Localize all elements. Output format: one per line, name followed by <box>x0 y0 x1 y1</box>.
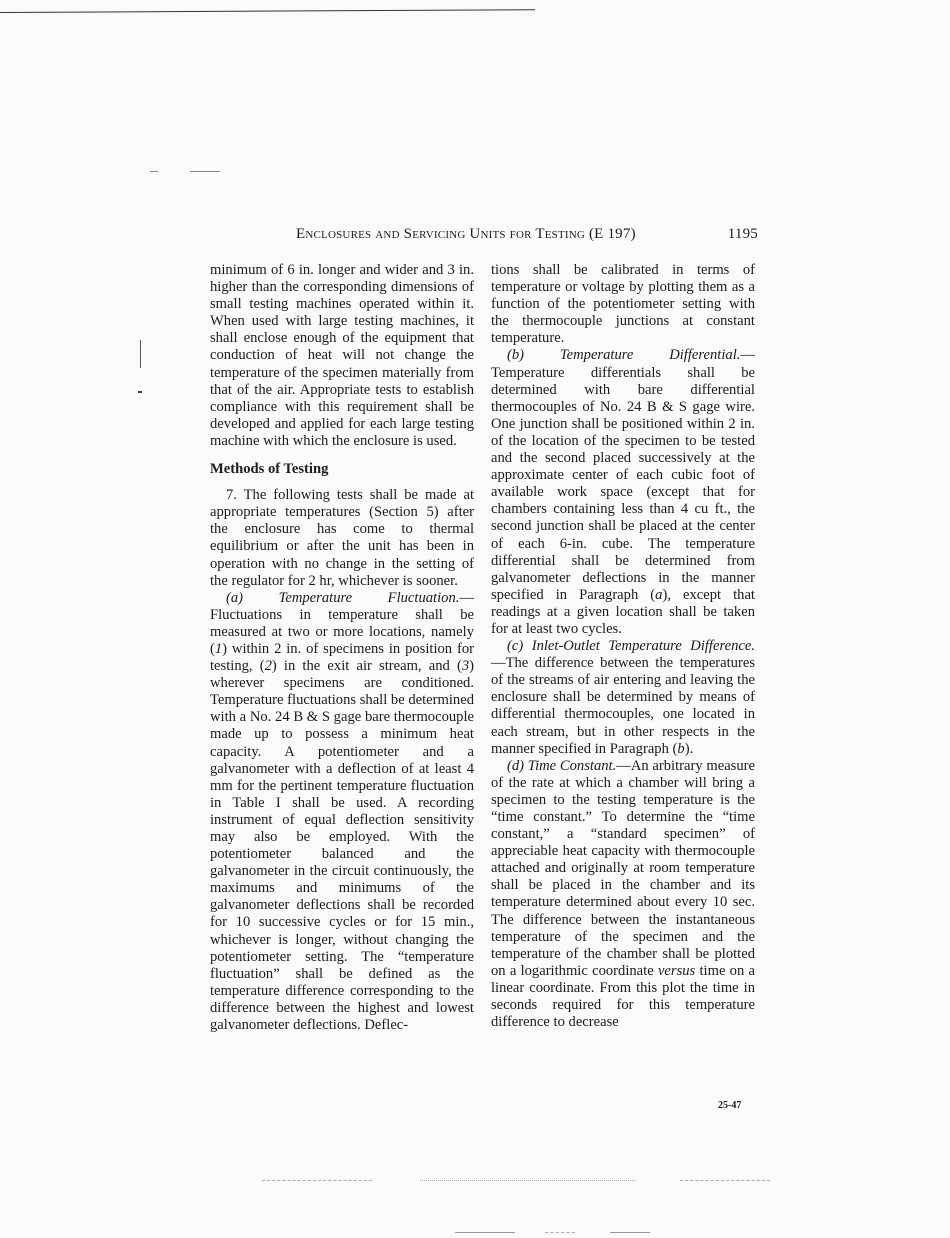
scan-dash <box>680 1180 770 1181</box>
item-title: Temperature Fluctuation. <box>278 589 460 606</box>
paragraph <box>491 347 755 638</box>
footer-code: 25-47 <box>718 1100 742 1111</box>
paragraph-text: time on a linear coordinate. From this plot the time in seconds required for this temperature difference to decrease <box>491 962 755 1031</box>
paragraph-text: —Temperature differentials shall be determined with bare differential thermocouples of No. 24 B & S gage wire. One junction shall be positioned within 2 in. of the location of the specimen to be tested and the second placed successively at the approximate center of each cubic foot of available work space (except that for chambers containing less than 4 cu ft., the second junction shall be placed at the center of each 6-in. cube. The temperature differential shall be determined from galvanometer deflections in the manner specified in Paragraph ( <box>491 347 755 603</box>
paragraph: minimum of 6 in. longer and wider and 3 in. higher than the corresponding dimensions of small testing machines operated within it. When used with large testing machines, it shall enclose enough of the equipment that conduction of heat will not change the temperature of the specimen materially from that of the air. Appropriate tests to establish compliance with this requirement shall be developed and applied for each large testing machine with which the enclosure is used. <box>210 262 474 449</box>
paragraph-ref: a <box>655 586 663 603</box>
item-label: (b) <box>507 347 525 364</box>
running-header <box>296 226 758 243</box>
item-title: Time Constant. <box>527 757 617 774</box>
italic-word: versus <box>657 962 696 979</box>
item-label: (a) <box>226 589 244 606</box>
paragraph-text: ) wherever specimens are conditioned. Temperature fluctuations shall be determined with a No. 24 B & S gage bare thermocouple made up to possess a minimum heat capacity. A potentiometer and a galvanometer with a deflection of at least 4 mm for the pertinent temperature fluctuation in Table I shall be used. A recording instrument of equal deflection sensitivity may also be employed. With the potentiometer balanced and the galvanometer in the circuit continuously, the maximums and minimums of the galvanometer deflections shall be recorded for 10 successive cycles or for 15 min., whichever is longer, without changing the potentiometer setting. The “temperature fluctuation” shall be defined as the temperature difference corresponding to the difference between the highest and lowest galvanometer deflections. Deflec- <box>210 658 474 1034</box>
section-heading: Methods of Testing <box>210 461 329 478</box>
scan-speck <box>150 171 158 172</box>
left-column <box>210 262 474 1034</box>
item-title: Inlet-Outlet Temperature Difference. <box>531 638 755 655</box>
scan-dash <box>262 1180 372 1181</box>
scan-speck <box>138 391 142 393</box>
scan-dash <box>420 1180 635 1181</box>
top-rule <box>0 9 535 13</box>
list-number: 3 <box>461 658 470 675</box>
paragraph-ref: b <box>677 740 685 757</box>
scan-speck <box>190 171 220 172</box>
paragraph-text: ). <box>684 740 694 757</box>
scan-dash <box>545 1232 575 1233</box>
running-title: Enclosures and Servicing Units for Testing (E 197) <box>296 226 636 242</box>
page-number: 1195 <box>727 226 758 242</box>
item-title: Temperature Differential. <box>559 347 741 364</box>
paragraph-text: —The difference between the temperatures of the streams of air entering and leaving the enclosure shall be determined by means of differential thermocouples, one located in each stream, but in other respects in the manner specified in Paragraph ( <box>491 655 755 757</box>
list-number: 1 <box>214 640 223 657</box>
paragraph <box>491 758 755 1032</box>
scan-dash <box>455 1232 515 1233</box>
paragraph-text: —Fluctuations in temperature shall be measured at two or more locations, namely ( <box>210 589 474 657</box>
paragraph: tions shall be calibrated in terms of temperature or voltage by plotting them as a function of the potentiometer setting with the thermocouple junctions at constant temperature. <box>491 262 755 347</box>
paragraph <box>491 638 755 758</box>
paragraph-text: —An arbitrary measure of the rate at which a chamber will bring a specimen to the testing temperature is the “time constant.” To determine the “time constant,” a “standard specimen” of appreciable heat capacity with thermocouple attached and originally at room temperature shall be placed in the chamber and its temperature determined about every 10 sec. The difference between the instantaneous temperature of the specimen and the temperature of the chamber shall be plotted on a logarithmic coordinate <box>491 757 755 979</box>
paragraph-text: ) in the exit air stream, and ( <box>271 658 462 675</box>
list-number: 2 <box>264 658 272 675</box>
paragraph-text: ), except that readings at a given location shall be taken for at least two cycles. <box>491 586 755 637</box>
scan-dash <box>610 1232 650 1233</box>
item-label: (c) <box>507 638 524 655</box>
scan-speck <box>140 340 141 368</box>
right-column <box>491 262 755 1031</box>
paragraph: 7. The following tests shall be made at appropriate temperatures (Section 5) after the enclosure has come to thermal equilibrium or after the unit has been in operation with no change in the setting of the regulator for 2 hr, whichever is sooner. <box>210 487 474 589</box>
paragraph <box>210 590 474 1034</box>
item-label: (d) <box>507 757 525 774</box>
paragraph-text: ) within 2 in. of specimens in position for testing, ( <box>210 640 474 675</box>
